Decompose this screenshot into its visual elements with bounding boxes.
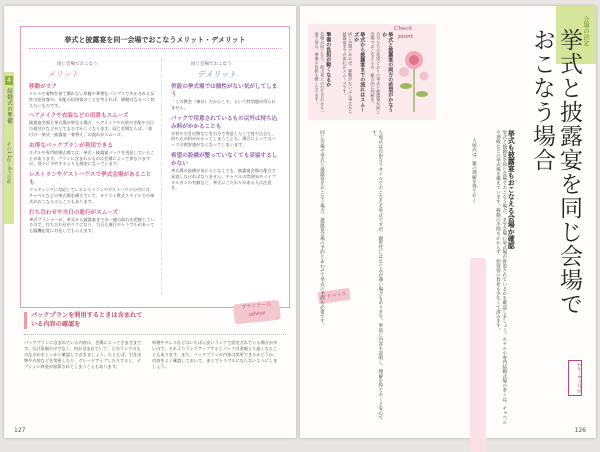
planner-advice-badge: [233, 300, 281, 325]
merit-heading: レストランやゲストハウスで挙式会場があることも: [29, 172, 152, 187]
section1: [494, 130, 515, 426]
advice-text-right: 料理やドレスなどはいちばん安いランクで設定されている場合が多いので、それよりランクアップするとパックの金額より高くなることもあります。また、パックプランの内容は変更できるかどうか、内容をよく確認しておいて、あとでトラブルにならないようにしましょう。: [152, 340, 278, 369]
check-label-point: point: [398, 34, 414, 40]
demerit-heading: 併設の挙式場では個性がない気がしてしまう: [171, 84, 278, 98]
right-page: [300, 6, 596, 438]
merit-text: ホテルや専門結婚式場では、挙式・披露宴パックを用意していることがあります。プランに含まれるものは会場によって異なりますが、別々に予約するよりも割安になっています。: [29, 149, 155, 167]
check-point-box: [308, 24, 436, 120]
page-number-right: 126: [574, 427, 586, 434]
period-tag: 1年〜6ヵ月前: [568, 360, 582, 396]
merit-text: 披露宴会場と挙式場が異なる場合、ヘアメイクや衣装の手配や当日の着付けなどがとてもむずかしくなります。同じ会場ならば、「着付け一挙式一披露宴一着替え」の流れがスムーズ。: [29, 120, 155, 137]
merit-item: [29, 112, 155, 137]
closing-text: 同じ会場で挙式と披露宴をおこなう場合、披露宴会場の予約とあわせて挙式の予約も必要です。: [319, 130, 325, 328]
demerit-item: [171, 83, 279, 111]
merit-label: メリット: [47, 70, 79, 79]
demerit-item: [171, 115, 279, 148]
advice-divider: [24, 334, 286, 335]
demerit-header: 同じ会場でおこなう: [191, 62, 232, 67]
section2-text: 人前式は自由なスタイルでおこなえる挙式ですが、親世代にはなじみが薄い場合もあります。事前に内容を説明し、理解を得ておくと安心です。: [371, 130, 383, 420]
demerit-label: デメリット: [197, 70, 237, 79]
check-text: 同じ会場であれば、移動がないぶん挙式から披露宴までの流れがスムーズです。: [342, 32, 354, 114]
section2-heading: 人前式は、親の理解を得ておく: [471, 138, 477, 203]
merit-item: [29, 209, 155, 234]
merit-item: [29, 171, 155, 204]
check-text: 会場が同じなら、担当者との打ち合わせも一度で済み、準備の負担も軽くなります。: [314, 32, 326, 114]
merit-item: [29, 142, 155, 167]
merit-heading: ヘアメイクや衣装などの用意もスムーズ: [29, 113, 129, 120]
box-title: 挙式と披露宴を同一会場でおこなうメリット・デメリット: [64, 36, 246, 44]
demerit-heading: パックで用意されているもの以外は持ち込み料がかかることも: [171, 115, 278, 130]
merit-item: [29, 83, 155, 108]
merit-text: ウエディングに対応しているレストランやゲストハウスの中には、チャペルなどの挙式場を備えていて、キリスト教式スタイルでの挙式がおこなえるところもあります。: [29, 187, 155, 204]
column-divider: [161, 59, 162, 295]
advice-badge-en: advice: [248, 310, 266, 318]
chapter-number: 4: [5, 76, 13, 85]
check-label: Check: [394, 26, 413, 32]
demerit-text: 衣装や引き出物などを自分で用意したくて持ち込むと、持ち込み料がかかってしまうことも。場合によってはパックの割安感がなくなってしまいます。: [171, 130, 276, 148]
check-point: [342, 32, 365, 116]
rose-illustration-icon: [396, 46, 432, 114]
chapter-period: その1 1年〜6ヵ月前: [6, 142, 11, 184]
chapter-strip: [4, 72, 14, 224]
chapter-title: 結婚式の準備: [6, 88, 12, 124]
check-text: 自分たちの希望どおりの挙式と披露宴が同じ会場でおこなえるか、総合的に判断を。: [370, 32, 382, 114]
merit-heading: お得なパックプランが利用できる: [29, 142, 113, 149]
advice-badge-ja: プランナーの: [241, 301, 272, 311]
body-text-area: [310, 130, 542, 430]
left-page: [4, 6, 296, 438]
demerit-list: [171, 83, 279, 195]
check-heading: 挙式と披露宴の両方の希望がかなうか: [381, 32, 394, 112]
demerit-heading: 希望の設備が整っていなくても妥協するしかない: [171, 152, 278, 167]
merit-header: 同じ会場でおこなう: [57, 62, 98, 67]
merit-text: ドレスや着物を着て慣れない草履や華奢なパンプスで歩かされる女性の招待客や、年配の招待客のことを考えれば、移動はなるべく控えたいものです。: [29, 91, 155, 108]
advice-title: パックプランを利用するときは含まれている内容の確認を: [24, 312, 143, 329]
merit-demerit-box: [20, 26, 290, 308]
page-headline: 挙式と披露宴を同じ会場でおこなう場合: [529, 28, 582, 316]
check-heading: 挙式から披露宴までの流れはスムーズか: [353, 32, 366, 112]
page-number-left: 127: [14, 427, 26, 434]
demerit-text: 「この教会（神社）だからこそ」という特別感が得られません。: [171, 99, 276, 110]
check-heading: 準備の負担が軽くなるか: [325, 32, 332, 87]
section1-text: 挙式と披露宴を同じ会場でおこなう場合、まず会場に挙式場が併設されているかを確認しましょう。ホテルや専門結婚式場の多くは、チャペルや神殿などの挙式場を備えています。移動の手間もかからず、招待客の負担も少なくて済みます。: [495, 130, 507, 425]
advice-text-left: パックプランに含まれている内容は、会場によってさまざまです。合計金額だけでなく、何が含まれていて、どのランクのものなのかをしっかり確認しておきましょう。たとえば、引き出物や衣装などを変更したり、グレードアップしたりすると、オプション料金が加算されてしまうこともあります。: [24, 340, 142, 369]
merit-heading: 打ち合わせや当日の進行がスムーズ: [29, 209, 118, 216]
check-point: [370, 32, 393, 116]
merit-text: 挙式プランナーが、挙式から披露宴までの一連の流れを把握しているので、打ち合わせがラクになり、当日も進行やトラブルがあっても臨機応変に対応してもらえます。: [29, 216, 155, 234]
merit-heading: 移動がラク: [29, 84, 57, 90]
advice-tag: アドバイス: [317, 288, 350, 304]
demerit-item: [171, 152, 279, 191]
box-divider: [29, 48, 281, 49]
merit-list: [29, 83, 155, 238]
section-tag: 会場の決定: [582, 16, 589, 46]
demerit-text: 挙式場の設備が気に入らなくても、披露宴会場の都合で妥協しなければなりません。チャペルの雰囲気やパイプオルガンの有無など、挙式にこだわりがある人は注意を。: [171, 167, 276, 191]
section1-heading: 挙式も披露宴もおこなえる会場か確認: [507, 130, 516, 249]
check-point: [314, 32, 331, 116]
